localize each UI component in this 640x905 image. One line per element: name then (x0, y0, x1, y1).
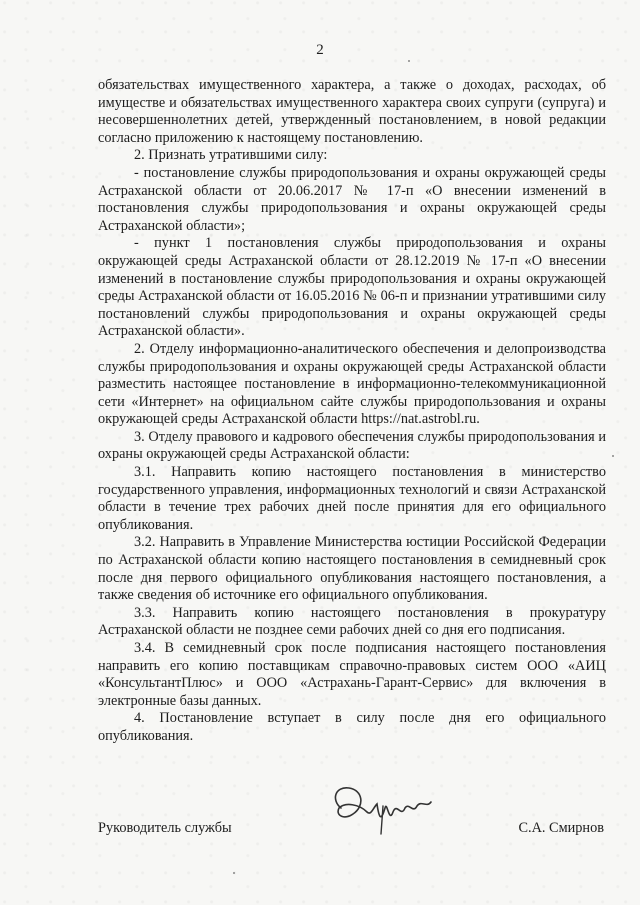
scan-speck (233, 872, 235, 874)
signatory-name: С.А. Смирнов (518, 820, 604, 836)
paragraph-continuation: обязательствах имущественного характера, а также о доходах, расходах, об имуществе и обязательствах имущественного характера своих супруги (супруга) и несовершеннолетних детей, утвержденный постановлением, в новой редакции согласно приложению к настоящему постановлению. (98, 77, 606, 146)
paragraph-item-2-bullet-1: - постановление службы природопользования и охраны окружающей среды Астраханской области от 20.06.2017 № 17-п «О внесении изменений в постановления службы природопользования и охраны окружающей среды Астраханской области»; (98, 164, 606, 234)
paragraph-item-2: 2. Признать утратившими силу: (134, 147, 328, 164)
paragraph-item-3-4: 3.4. В семидневный срок после подписания настоящего постановления направить его копию поставщикам справочно-правовых систем ООО «АИЦ «КонсультантПлюс» и ООО «Астрахань-Гарант-Сервис» для включения в электронные базы данных. (98, 640, 606, 709)
paragraph-item-2-bullet-2: - пункт 1 постановления службы природопользования и охраны окружающей среды Астраханской области от 28.12.2019 № 17-п «О внесении изменений в постановление службы природопользования и охраны окружающей среды Астраханской области от 16.05.2016 № 06-п и признании утратившими силу постановлений службы природопользования и охраны окружающей среды Астраханской области». (98, 235, 606, 340)
scan-speck (408, 60, 410, 62)
paragraph-item-3-1: 3.1. Направить копию настоящего постановления в министерство государственного управления, информационных технологий и связи Астраханской области в течение трех рабочих дней после принятия для его официального опубликования. (98, 464, 606, 533)
paragraph-item-website: 2. Отделу информационно-аналитического обеспечения и делопроизводства службы природопользования и охраны окружающей среды Астраханской области разместить настоящее постановление в информационно-телекоммуникационной сети «Интернет» на официальном сайте службы природопользования и охраны окружающей среды Астраханской области https://nat.astrobl.ru. (98, 340, 606, 428)
document-body (98, 77, 606, 746)
paragraph-item-3-2: 3.2. Направить в Управление Министерства юстиции Российской Федерации по Астраханской области копию настоящего постановления в семидневный срок после дня первого официального опубликования настоящего постановления, а также сведения об источнике его официального опубликования. (98, 534, 606, 604)
paragraph-item-4: 4. Постановление вступает в силу после дня его официального опубликования. (98, 710, 606, 744)
handwritten-signature (323, 778, 443, 848)
signatory-title: Руководитель службы (98, 820, 232, 836)
scan-speck (612, 455, 614, 457)
paragraph-item-3: 3. Отделу правового и кадрового обеспечения службы природопользования и охраны окружающей среды Астраханской области: (98, 428, 606, 463)
paragraph-item-3-3: 3.3. Направить копию настоящего постановления в прокуратуру Астраханской области не позднее семи рабочих дней со дня его подписания. (98, 604, 606, 639)
page-number: 2 (316, 42, 324, 58)
signature-block (98, 820, 606, 844)
